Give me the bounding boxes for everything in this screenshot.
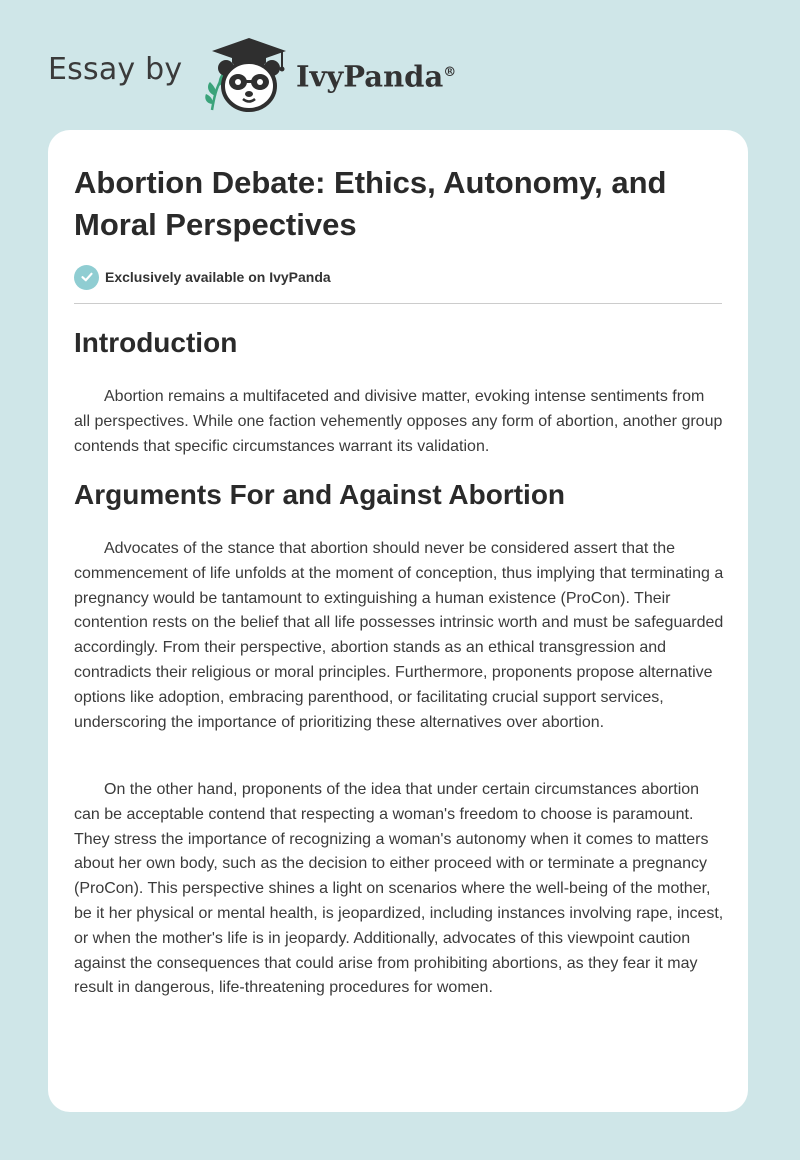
site-header [0,0,800,120]
divider [74,303,722,304]
section-heading-arguments: Arguments For and Against Abortion [74,479,566,510]
exclusive-notice [74,264,331,290]
paragraph-arguments-against: Advocates of the stance that abortion should never be considered assert that the commencement of life unfolds at the moment of conception, thus implying that terminating a pregnancy would be tantamount to extinguishing a human existence (ProCon). Their contention rests on the belief that all life possesses intrinsic worth and must be safeguarded accordingly. From their perspective, abortion stands as an ethical transgression and contradicts their religious or moral principles. Furthermore, proponents propose alternative options like adoption, embracing parenthood, or facilitating crucial support services, underscoring the importance of prioritizing these alternatives over abortion. [74,540,724,731]
essay-by-label: Essay by [48,52,183,87]
paragraph-arguments-for: On the other hand, proponents of the idea that under certain circumstances abortion can be acceptable contend that respecting a woman's freedom to choose is paramount. They stress the importance of recognizing a woman's autonomy when it comes to matters about her own body, such as the decision to either proceed with or terminate a pregnancy (ProCon). This perspective shines a light on scenarios where the well-being of the mother, be it her physical or mental health, is jeopardized, including instances involving rape, incest, or when the mother's life is in jeopardy. Additionally, advocates of this viewpoint caution against the consequences that could arise from prohibiting abortions, as they fear it may result in dangerous, life-threatening procedures for women. [74,781,724,997]
paragraph-introduction: Abortion remains a multifaceted and divisive matter, evoking intense sentiments from all perspectives. While one faction vehemently opposes any form of abortion, another group contends that specific circumstances warrant its validation. [74,388,723,455]
brand-text: IvyPanda [296,59,444,94]
essay-card [48,130,748,1112]
registered-mark: ® [443,65,457,80]
section-heading-introduction: Introduction [74,327,238,358]
exclusive-label: Exclusively available on IvyPanda [105,269,331,285]
brand-name[interactable] [296,55,456,95]
panda-logo-icon[interactable] [202,34,296,114]
checkmark-icon [74,265,99,290]
essay-title: Abortion Debate: Ethics, Autonomy, and Moral Perspectives [74,165,667,242]
